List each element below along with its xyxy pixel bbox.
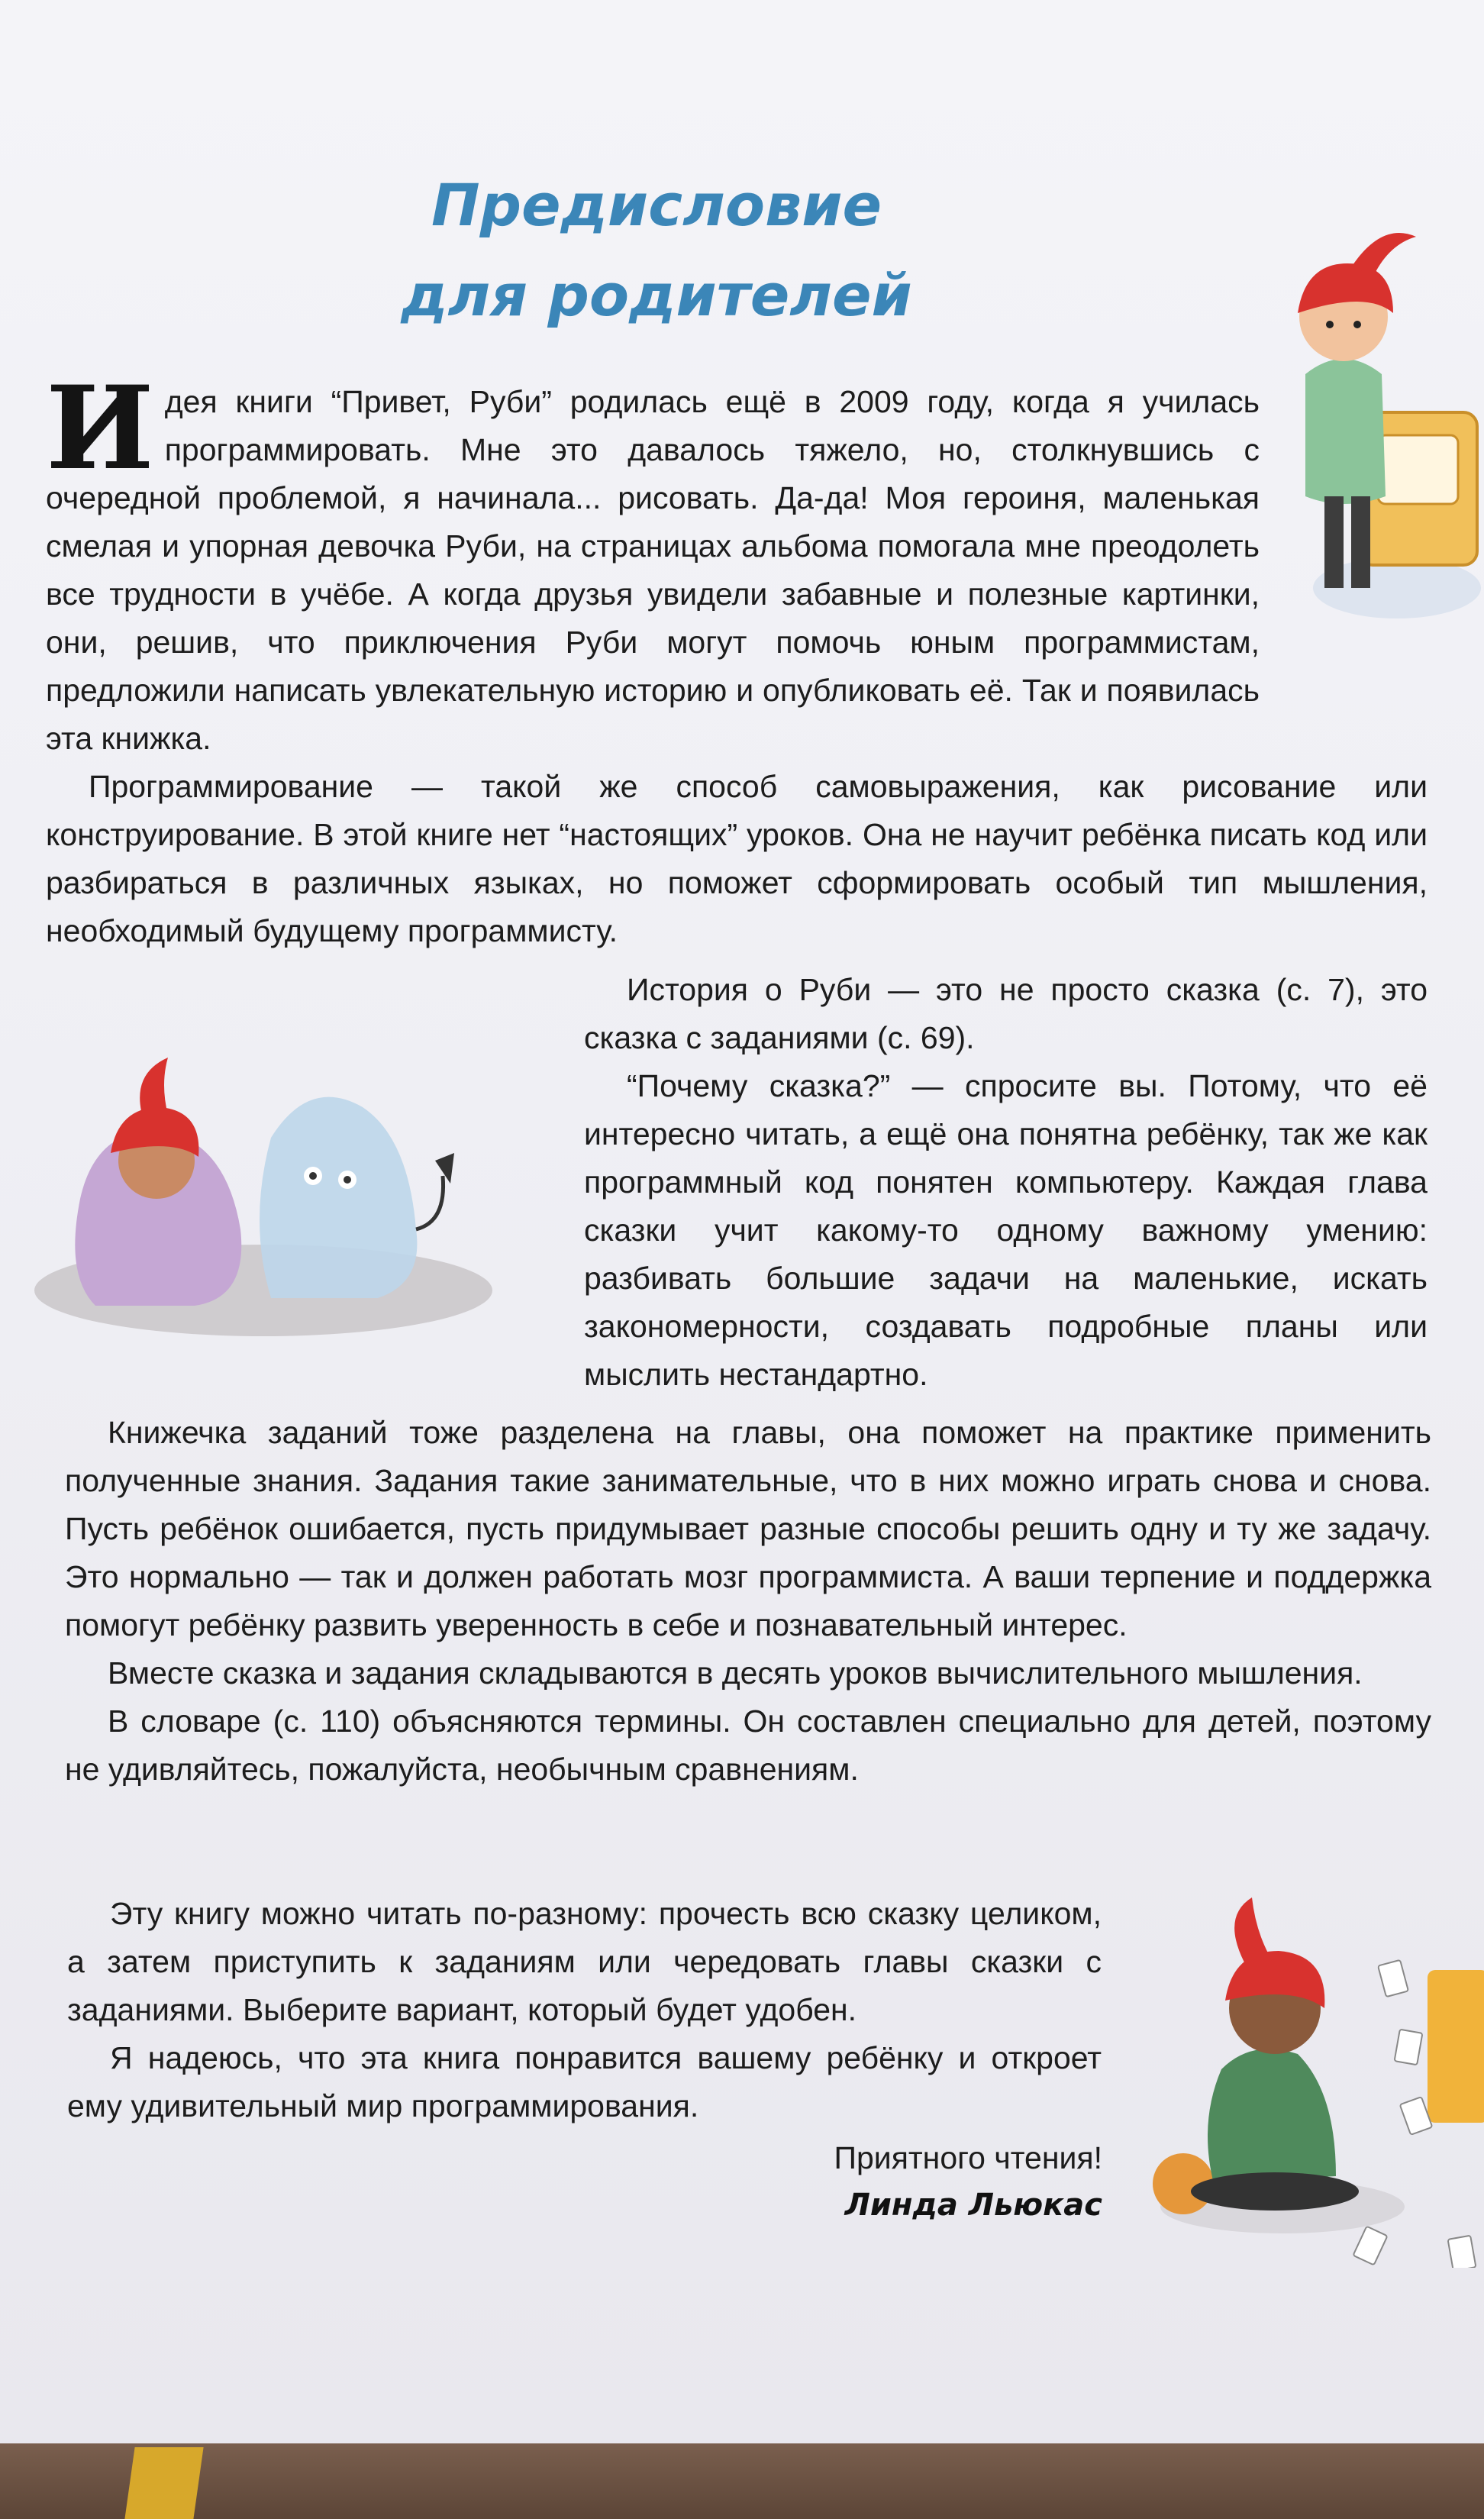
paragraph-hope: Я надеюсь, что эта книга понравится вашему ребёнку и откроет ему удивительный мир программирования.	[67, 2040, 1102, 2123]
intro-block	[46, 361, 1428, 955]
drop-cap: И	[46, 361, 154, 496]
paragraph-dictionary: В словаре (с. 110) объясняются термины. Он составлен специально для детей, поэтому не удивляйтесь, пожалуйста, необычным сравнениям.	[65, 1704, 1431, 1787]
intro-paragraph	[46, 361, 1260, 763]
title-line-1: Предисловие	[431, 171, 882, 239]
paragraph-programming: Программирование — такой же способ самовыражения, как рисование или конструирование. В этой книге нет “настоящих” уроков. Она не научит ребёнка писать код или разбираться в различных языках, но поможет сформировать особый тип мышления, необходимый будущему программисту.	[46, 769, 1428, 948]
paragraph-story: История о Руби — это не просто сказка (с. 7), это сказка с заданиями (с. 69).	[584, 972, 1428, 1055]
ruby-and-ghost-illustration	[19, 1031, 515, 1352]
bottom-block	[67, 1890, 1102, 2130]
ruby-with-computer-illustration	[1252, 191, 1481, 634]
right-column-block	[584, 966, 1428, 1399]
closing-line: Приятного чтения!	[834, 2140, 1102, 2175]
paragraph-why-fairytale: “Почему сказка?” — спросите вы. Потому, что её интересно читать, а ещё она понятна ребёнку, так же как программный код понятен компьютеру. Каждая глава сказки учит какому-то одному важному умению: разбивать большие задачи на маленькие, искать закономерности, создавать подробные планы или мыслить нестандартно.	[584, 1068, 1428, 1392]
ruby-playing-cards-illustration	[1130, 1871, 1484, 2268]
lower-block	[65, 1409, 1431, 1794]
paragraph-read-ways: Эту книгу можно читать по-разному: прочесть всю сказку целиком, а затем приступить к заданиям или чередовать главы сказки с заданиями. Выберите вариант, который будет удобен.	[67, 1896, 1102, 2027]
author-signature: Линда Льюкас	[844, 2188, 1102, 2223]
title-line-2: для родителей	[401, 261, 912, 329]
bookmark-ribbon	[124, 2447, 203, 2519]
intro-text: дея книги “Привет, Руби” родилась ещё в 2009 году, когда я училась программировать. Мне это давалось тяжело, но, столкнувшись с очередной проблемой, я начинала... рисовать. Да-да! Моя героиня, маленькая смелая и упорная девочка Руби, на страницах альбома помогала мне преодолеть все трудности в учёбе. А когда друзья увидели забавные и полезные картинки, они, решив, что приключения Руби могут помочь юным программистам, предложили написать увлекательную историю и опубликовать её. Так и появилась эта книжка.	[46, 384, 1260, 756]
paragraph-ten-lessons: Вместе сказка и задания складываются в десять уроков вычислительного мышления.	[108, 1655, 1363, 1691]
page-title	[321, 160, 992, 341]
table-surface	[0, 2443, 1484, 2519]
paragraph-tasks: Книжечка заданий тоже разделена на главы, она поможет на практике применить полученные знания. Задания такие занимательные, что в них можно играть снова и снова. Пусть ребёнок ошибается, пусть придумывает разные способы решить одну и ту же задачу. Это нормально — так и должен работать мозг программиста. А ваши терпение и поддержка помогут ребёнку развить уверенность в себе и познавательный интерес.	[65, 1415, 1431, 1642]
